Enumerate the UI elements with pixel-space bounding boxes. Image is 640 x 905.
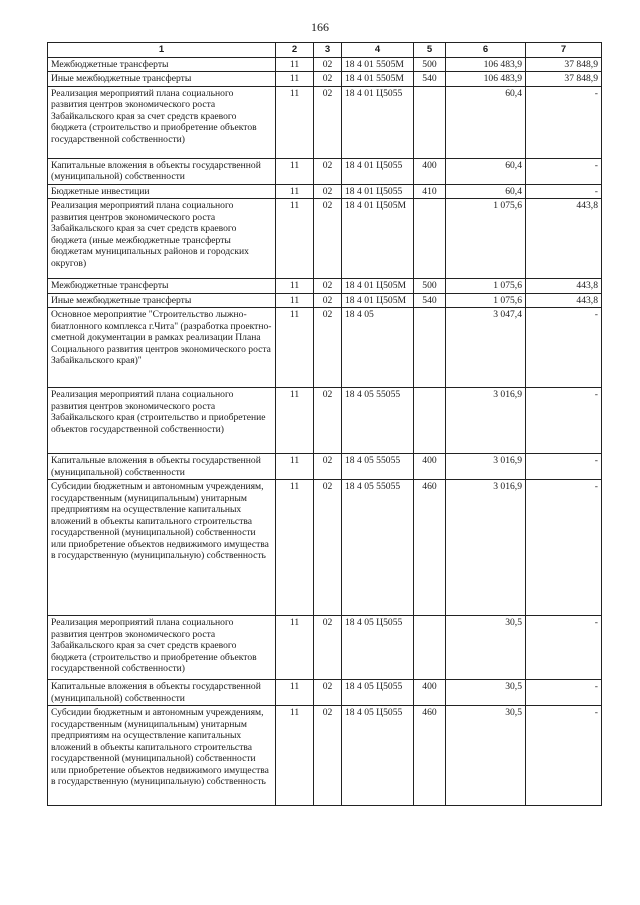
row-value-year1: 60,4 — [446, 158, 526, 184]
row-value-year1: 3 047,4 — [446, 308, 526, 388]
row-section: 11 — [276, 480, 314, 616]
row-value-year1: 106 483,9 — [446, 57, 526, 72]
row-value-year2: 37 848,9 — [526, 57, 602, 72]
row-target-code: 18 4 01 Ц5055 — [342, 86, 414, 158]
row-target-code: 18 4 01 Ц5055 — [342, 158, 414, 184]
row-expense-type: 410 — [414, 184, 446, 199]
row-target-code: 18 4 05 55055 — [342, 388, 414, 454]
row-subsection: 02 — [314, 86, 342, 158]
table-row — [48, 680, 602, 706]
row-expense-type — [414, 616, 446, 680]
row-value-year1: 3 016,9 — [446, 454, 526, 480]
row-expense-type — [414, 308, 446, 388]
row-expense-type: 400 — [414, 680, 446, 706]
row-expense-type — [414, 388, 446, 454]
row-name: Реализация мероприятий плана социального развития центров экономического роста Забайкальского края за счет средств краевого бюджета (строительство и приобретение объектов государственной собственности) — [48, 86, 276, 158]
row-section: 11 — [276, 680, 314, 706]
row-subsection: 02 — [314, 308, 342, 388]
header-col-2: 2 — [276, 43, 314, 58]
table-row — [48, 158, 602, 184]
row-value-year1: 3 016,9 — [446, 480, 526, 616]
row-value-year2: - — [526, 308, 602, 388]
row-value-year2: - — [526, 158, 602, 184]
budget-table — [47, 42, 602, 806]
row-subsection: 02 — [314, 616, 342, 680]
table-body — [48, 57, 602, 806]
row-section: 11 — [276, 706, 314, 806]
row-subsection: 02 — [314, 680, 342, 706]
row-target-code: 18 4 01 Ц505М — [342, 279, 414, 294]
row-section: 11 — [276, 388, 314, 454]
row-section: 11 — [276, 293, 314, 308]
table-row — [48, 616, 602, 680]
row-section: 11 — [276, 279, 314, 294]
row-subsection: 02 — [314, 72, 342, 87]
row-target-code: 18 4 01 5505М — [342, 57, 414, 72]
row-value-year1: 30,5 — [446, 616, 526, 680]
header-col-6: 6 — [446, 43, 526, 58]
row-section: 11 — [276, 616, 314, 680]
row-value-year1: 1 075,6 — [446, 293, 526, 308]
row-section: 11 — [276, 184, 314, 199]
row-subsection: 02 — [314, 184, 342, 199]
row-expense-type — [414, 86, 446, 158]
header-col-7: 7 — [526, 43, 602, 58]
row-section: 11 — [276, 454, 314, 480]
row-section: 11 — [276, 57, 314, 72]
row-subsection: 02 — [314, 293, 342, 308]
table-row — [48, 388, 602, 454]
row-subsection: 02 — [314, 199, 342, 279]
row-name: Капитальные вложения в объекты государственной (муниципальной) собственности — [48, 158, 276, 184]
row-value-year2: - — [526, 388, 602, 454]
row-value-year2: - — [526, 706, 602, 806]
row-name: Реализация мероприятий плана социального развития центров экономического роста Забайкальского края (строительство и приобретение объектов государственной собственности) — [48, 388, 276, 454]
row-name: Основное мероприятие "Строительство лыжно-биатлонного комплекса г.Чита" (разработка проектно-сметной документации в рамках реализации Плана Социального развития центров экономического роста Забайкальского края)" — [48, 308, 276, 388]
row-target-code: 18 4 05 Ц5055 — [342, 680, 414, 706]
header-col-1: 1 — [48, 43, 276, 58]
row-expense-type: 400 — [414, 158, 446, 184]
page-number: 166 — [311, 20, 329, 34]
row-name: Иные межбюджетные трансферты — [48, 72, 276, 87]
row-subsection: 02 — [314, 57, 342, 72]
row-target-code: 18 4 05 — [342, 308, 414, 388]
row-target-code: 18 4 05 Ц5055 — [342, 616, 414, 680]
table-row — [48, 706, 602, 806]
row-value-year2: 443,8 — [526, 279, 602, 294]
row-value-year2: 443,8 — [526, 293, 602, 308]
row-value-year2: - — [526, 480, 602, 616]
row-value-year2: 37 848,9 — [526, 72, 602, 87]
row-value-year1: 1 075,6 — [446, 199, 526, 279]
table-row — [48, 57, 602, 72]
row-value-year2: - — [526, 454, 602, 480]
table-row — [48, 72, 602, 87]
row-target-code: 18 4 05 55055 — [342, 480, 414, 616]
row-subsection: 02 — [314, 388, 342, 454]
row-name: Реализация мероприятий плана социального развития центров экономического роста Забайкальского края за счет средств краевого бюджета (строительство и приобретение объектов государственной собственности) — [48, 616, 276, 680]
row-section: 11 — [276, 308, 314, 388]
row-target-code: 18 4 05 Ц5055 — [342, 706, 414, 806]
row-name: Реализация мероприятий плана социального развития центров экономического роста Забайкальского края за счет средств краевого бюджета (иные межбюджетные трансферты бюджетам муниципальных районов и городских округов) — [48, 199, 276, 279]
row-name: Межбюджетные трансферты — [48, 279, 276, 294]
row-value-year1: 60,4 — [446, 184, 526, 199]
row-section: 11 — [276, 158, 314, 184]
row-name: Капитальные вложения в объекты государственной (муниципальной) собственности — [48, 680, 276, 706]
row-expense-type: 500 — [414, 57, 446, 72]
table-row — [48, 184, 602, 199]
table-row — [48, 308, 602, 388]
row-expense-type — [414, 199, 446, 279]
row-subsection: 02 — [314, 279, 342, 294]
row-section: 11 — [276, 199, 314, 279]
row-name: Межбюджетные трансферты — [48, 57, 276, 72]
row-expense-type: 460 — [414, 480, 446, 616]
table-row — [48, 279, 602, 294]
row-subsection: 02 — [314, 480, 342, 616]
row-expense-type: 460 — [414, 706, 446, 806]
table-row — [48, 480, 602, 616]
row-target-code: 18 4 01 Ц5055 — [342, 184, 414, 199]
row-subsection: 02 — [314, 158, 342, 184]
row-name: Субсидии бюджетным и автономным учреждениям, государственным (муниципальным) унитарным предприятиям на осуществление капитальных вложений в объекты капитального строительства государственной (муниципальной) собственности или приобретение объектов недвижимого имущества в государственную (муниципальную) собственность — [48, 480, 276, 616]
row-value-year1: 30,5 — [446, 680, 526, 706]
row-value-year2: 443,8 — [526, 199, 602, 279]
row-name: Иные межбюджетные трансферты — [48, 293, 276, 308]
row-target-code: 18 4 01 Ц505М — [342, 199, 414, 279]
row-value-year1: 3 016,9 — [446, 388, 526, 454]
row-name: Капитальные вложения в объекты государственной (муниципальной) собственности — [48, 454, 276, 480]
table-row — [48, 454, 602, 480]
row-expense-type: 540 — [414, 72, 446, 87]
header-col-4: 4 — [342, 43, 414, 58]
table-header-row — [48, 43, 602, 58]
row-expense-type: 500 — [414, 279, 446, 294]
row-value-year2: - — [526, 680, 602, 706]
row-name: Субсидии бюджетным и автономным учреждениям, государственным (муниципальным) унитарным предприятиям на осуществление капитальных вложений в объекты капитального строительства государственной (муниципальной) собственности или приобретение объектов недвижимого имущества в государственную (муниципальную) собственность — [48, 706, 276, 806]
row-value-year1: 1 075,6 — [446, 279, 526, 294]
row-section: 11 — [276, 72, 314, 87]
row-value-year2: - — [526, 616, 602, 680]
row-expense-type: 540 — [414, 293, 446, 308]
table-row — [48, 86, 602, 158]
row-value-year2: - — [526, 184, 602, 199]
row-subsection: 02 — [314, 706, 342, 806]
row-value-year2: - — [526, 86, 602, 158]
row-value-year1: 106 483,9 — [446, 72, 526, 87]
row-value-year1: 30,5 — [446, 706, 526, 806]
table-row — [48, 199, 602, 279]
row-section: 11 — [276, 86, 314, 158]
row-value-year1: 60,4 — [446, 86, 526, 158]
row-name: Бюджетные инвестиции — [48, 184, 276, 199]
row-target-code: 18 4 05 55055 — [342, 454, 414, 480]
row-target-code: 18 4 01 Ц505М — [342, 293, 414, 308]
row-target-code: 18 4 01 5505М — [342, 72, 414, 87]
header-col-3: 3 — [314, 43, 342, 58]
header-col-5: 5 — [414, 43, 446, 58]
table-row — [48, 293, 602, 308]
row-expense-type: 400 — [414, 454, 446, 480]
row-subsection: 02 — [314, 454, 342, 480]
